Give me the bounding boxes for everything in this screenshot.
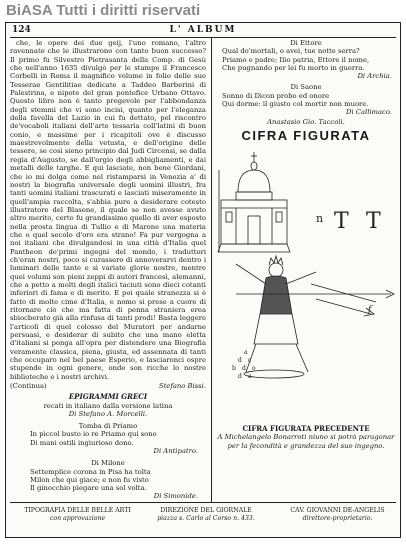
watermark: BiASA Tutti i diritti riservati <box>0 0 406 22</box>
rebus-letter-t: T <box>334 209 349 235</box>
rebus-letter-t2: T <box>366 209 381 235</box>
director-role: direttore-proprietario. <box>302 514 373 522</box>
church-illustration <box>218 152 290 252</box>
rebus-dot-letter: d <box>242 365 246 373</box>
rebus-solution <box>216 425 396 450</box>
printer-name: TIPOGRAFIA DELLE BELLE ARTI <box>24 507 131 514</box>
rebus-title: CIFRA FIGURATA <box>241 127 371 143</box>
continua-note: (Continua) <box>10 382 47 391</box>
page-footer <box>10 502 396 535</box>
rebus-dot-letter: o <box>252 365 256 373</box>
footer-director <box>280 507 395 522</box>
page-number: 124 <box>12 25 31 35</box>
rebus-illustration <box>216 144 396 394</box>
section-translator: Di Stefano A. Morcelli. <box>68 409 148 418</box>
rebus-dot-letter: a <box>248 373 252 381</box>
poem-author: Di Archia. <box>357 72 392 81</box>
poem-author: Di Antipatro. <box>153 446 198 455</box>
translator-signature: Anastasio Gio. Taccoli. <box>267 117 345 126</box>
poem-title: Di Ettore <box>290 39 322 47</box>
rebus-dot-letter: c <box>248 357 252 365</box>
poem-line: Priamo e padre; Ilio patria, Ettore il nome, <box>222 55 370 64</box>
poem-title: Di Milone <box>91 459 125 468</box>
director-name: CAV. GIOVANNI DE-ANGELIS <box>290 507 385 514</box>
author-name: Stefano Bissi. <box>158 382 206 391</box>
solution-heading: CIFRA FIGURATA PRECEDENTE <box>242 424 370 433</box>
poem-author: Di Simonide. <box>153 492 198 499</box>
poem-line: Settemplice corona in Pisa ha tolta <box>30 467 151 476</box>
journal-title: L' ALBUM <box>169 25 237 35</box>
rebus-dot-letter: a <box>244 349 248 357</box>
poem-line: Che pugnando per lei fu morto in guerra. <box>222 63 365 72</box>
poem-line: Milon che qui giace; e non fu visto <box>30 475 149 484</box>
poem-line: Sonno di Dicon probo ed onore <box>222 91 330 100</box>
rebus-dot-letter: d <box>238 373 242 381</box>
rebus-puzzle <box>216 144 396 394</box>
article-signature <box>10 382 206 390</box>
direction-title: DIREZIONE DEL GIORNALE <box>160 507 252 514</box>
poem-line: Qui dorme: il giusto col mortir non muore. <box>222 100 369 109</box>
newspaper-page <box>5 22 401 538</box>
poem-line: Qual do'mortali, o avei, tue notte serra? <box>222 47 360 56</box>
footer-printer <box>20 507 135 522</box>
page-header <box>12 25 394 37</box>
section-subtitle: recati in italiano dalla versione latina <box>43 401 173 410</box>
poem-line: Di mani ostili ingiurioso dono. <box>30 438 134 447</box>
rebus-letter-n: n <box>316 212 324 226</box>
header-rule <box>10 37 396 38</box>
rebus-dot-letter: d <box>238 357 242 365</box>
poem-title: Tomba di Priamo <box>78 422 138 431</box>
poem-author: Di Callimaco. <box>346 108 392 117</box>
footer-direction <box>142 507 270 522</box>
direction-address: piazza s. Carlo al Corso n. 433. <box>157 514 255 522</box>
printer-approval: con approvazione <box>49 514 106 522</box>
poem-title: Di Saone <box>290 83 322 92</box>
poem-line: In piccol busto io re Priamo qui sono <box>30 430 157 439</box>
rebus-dot-letter: b <box>232 365 236 373</box>
poem-line: Il ginocchio piegare una sol volta. <box>30 483 147 492</box>
column-divider <box>211 38 212 503</box>
solution-text: A Michelangelo Bonarroti niuno si potrà paragonar per la fecondità e grandezza del suo ingegno. <box>217 433 395 450</box>
section-title: EPIGRAMMI GRECI <box>68 392 148 402</box>
rebus-letter-f: f <box>368 305 372 316</box>
left-column <box>10 39 206 499</box>
article-body: che, le opere dei due geij, l'uno romano, l'altro ravennate che le illustrarono con tanto buon successo? Il primo fu Silvestro Pietrasanta della Comp. di Gesù che nell'anno 1635 divulgò per le stampe il Francesco Corbelli in Roma il magnifico volume in folio delle sue Tesserae Gentilitiae dedicate a Taddeo Barberini di Palestrina, e nipote del gran pontefice Urbano Ottavo. Questo libro non è tanto pregevole per l'abbondanza degli stemmi che vi sono incisi, quanto per l'eleganza della favella del Lazio in cui fu dettato, pel riscontro de'vocaboli italiani dell'arte tessaria coll'latini di buon conio, e massime per i ricapitoli ove è discusso maestrevolmente della vetusta, e dell'origine delle tessere, se così sieno principio dal Judi Circensi, se dalla regia d'Augusto, se dall'orgio degli abbigliamenti, e dai metalli delle targhe. E qui lasciate, non bene Giordani, che io mi dolga come nel ristamparsi in Venezia a' di nostri la biografia universale degli uomini illustri, fra tanti uomini italiani trascurati e lasciati miseramente in quell'ampia raccolta, s'abbia pure a desiderare cotesto illustratore del Blasone, il quale se non avesse avuto altro merito, certo fu grandissimo quello di aver esposto nella prosta lingua di Tullio e di Marone una materia che o quel secolo d'oro era strano! Fa pur vergogna a noi italiani che divulgandosi in una città d'Italia quel Pantheon de'primi ingegni del mondo, i traduttori ch'eran nostri, poco si curassero di annoverarvi dentro i luminari delle tante e sì variate glorie nostre, mentre quei volumi son pieni zeppi di autori francesi, alemanni, che a petto a molti degli italici taciuti sono dieci cotanti inferiori di fama e di merito. E poi quale stranezza si è fatto di molte cime d'Italia, e nomo si prese a cuore di ritornare ciò che ma fatta di penna straniera erea sbiocberato già alla rinfusa di tanti prodi! Basta leggere l'articoli di quel colosso del Muratori per andarne persuasi, e desiderar di subito che una mano eletta d'italiani si ponga all'opra per distendere una Biografia veramente classica, piena, giusta, ed assennata di tanti che occuparo nel bel paese Esperio, e lasciaronci ospre stupende in ogni genere, onde son ricche lo nostre biblioteche e i nostri archivi. <box>10 39 206 381</box>
figure-with-arrows <box>236 256 394 381</box>
